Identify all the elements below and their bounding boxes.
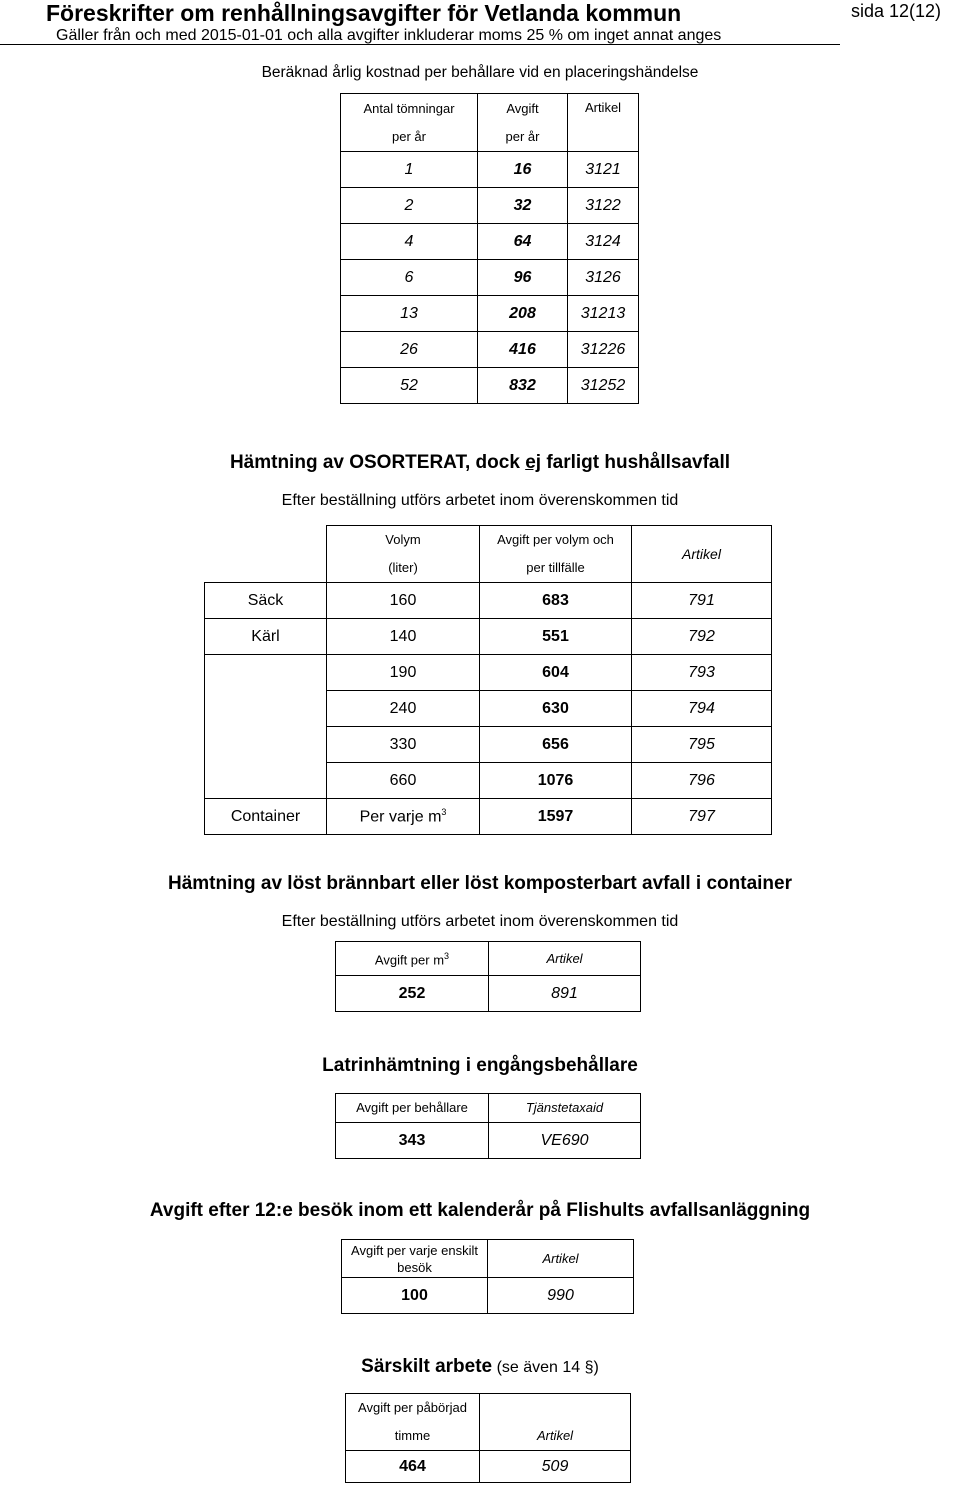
section4-heading: Latrinhämtning i engångsbehållare: [322, 1055, 638, 1076]
table-cell: 208: [478, 296, 568, 332]
table-cell: 891: [489, 976, 641, 1012]
table-cell: 832: [478, 368, 568, 404]
table-cell: 793: [632, 655, 772, 691]
table-row: [205, 799, 772, 835]
table-row: [342, 1278, 634, 1314]
table-row: [341, 368, 639, 404]
table-row: [205, 619, 772, 655]
table-cell: 96: [478, 260, 568, 296]
table-cell: 252: [336, 976, 489, 1012]
table-cell: 343: [336, 1123, 489, 1159]
table-cell: 64: [478, 224, 568, 260]
table-cell: 3122: [568, 188, 639, 224]
table-cell: 792: [632, 619, 772, 655]
table-cell: 797: [632, 799, 772, 835]
table-cell: 26: [341, 332, 478, 368]
table-cell: 794: [632, 691, 772, 727]
table-cell: 240: [327, 691, 480, 727]
header-cell-article: Artikel: [568, 94, 639, 152]
table-cell: 190: [327, 655, 480, 691]
table-cell: Säck: [205, 583, 327, 619]
table-cell: 13: [341, 296, 478, 332]
section1-heading: Beräknad årlig kostnad per behållare vid en placeringshändelse: [261, 64, 699, 81]
unsorted-waste-table: [204, 525, 772, 835]
table-cell: 796: [632, 763, 772, 799]
table-row: [205, 655, 772, 691]
section3-note: Efter beställning utförs arbetet inom överenskommen tid: [281, 913, 679, 930]
table-row: [205, 691, 772, 727]
table-header-row: [336, 1094, 641, 1123]
table-cell: 31252: [568, 368, 639, 404]
table-row: [346, 1451, 631, 1483]
header-divider: [0, 44, 840, 45]
header-cell-count: Antal tömningar per år: [341, 94, 478, 152]
table-cell: 630: [480, 691, 632, 727]
document-subtitle: Gäller från och med 2015-01-01 och alla avgifter inkluderar moms 25 % om inget annat anges: [56, 27, 722, 44]
table-cell: 3126: [568, 260, 639, 296]
container-volume-cell: Per varje $m^3$: [327, 799, 480, 835]
table-cell: 791: [632, 583, 772, 619]
table-cell: [205, 655, 327, 691]
section6-heading: Särskilt arbete (se även 14 §): [361, 1356, 599, 1377]
table-row: [205, 727, 772, 763]
header-cell-blank: [205, 526, 327, 583]
table-header-row: [346, 1394, 631, 1451]
table-cell: Kärl: [205, 619, 327, 655]
visit-fee-table: [341, 1239, 634, 1314]
table-header-row: [341, 94, 639, 152]
table-cell: 683: [480, 583, 632, 619]
table-row: [336, 1123, 641, 1159]
page-number: sida 12(12): [851, 1, 942, 21]
table-cell: Container: [205, 799, 327, 835]
table-cell: 3121: [568, 152, 639, 188]
table-cell: 100: [342, 1278, 488, 1314]
table-cell: 1: [341, 152, 478, 188]
table-cell: 551: [480, 619, 632, 655]
header-cell-article: Artikel: [632, 526, 772, 583]
table-cell: 31226: [568, 332, 639, 368]
header-cell-article: Artikel: [489, 942, 641, 976]
table-cell: [205, 691, 327, 727]
special-work-table: [345, 1393, 631, 1483]
header-cell-volume: Volym (liter): [327, 526, 480, 583]
table-header-row: [342, 1240, 634, 1278]
header-cell-fee: Avgift per år: [478, 94, 568, 152]
header-cell-fee: Avgift per $m^3$: [336, 942, 489, 976]
section2-note: Efter beställning utförs arbetet inom överenskommen tid: [281, 492, 679, 509]
table-cell: 416: [478, 332, 568, 368]
header-cell-fee: Avgift per varje enskilt besök: [342, 1240, 488, 1278]
header-cell-fee: Avgift per behållare: [336, 1094, 489, 1123]
document-title: Föreskrifter om renhållningsavgifter för Vetlanda kommun: [46, 0, 682, 26]
latrine-table: [335, 1093, 641, 1159]
table-cell: [205, 763, 327, 799]
table-row: [205, 763, 772, 799]
table-cell: 464: [346, 1451, 480, 1483]
table-row: [341, 188, 639, 224]
table-cell: 16: [478, 152, 568, 188]
table-header-row: [205, 526, 772, 583]
table-cell: 660: [327, 763, 480, 799]
header-cell-article: Artikel: [488, 1240, 634, 1278]
table-row: [205, 583, 772, 619]
table-cell: 990: [488, 1278, 634, 1314]
table-cell: 52: [341, 368, 478, 404]
table-cell: 604: [480, 655, 632, 691]
table-cell: 6: [341, 260, 478, 296]
section5-heading: Avgift efter 12:e besök inom ett kalenderår på Flishults avfallsanläggning: [149, 1200, 811, 1221]
table-cell: VE690: [489, 1123, 641, 1159]
table-cell: 2: [341, 188, 478, 224]
table-cell: 1597: [480, 799, 632, 835]
table-cell: 509: [480, 1451, 631, 1483]
table-row: [336, 976, 641, 1012]
table-cell: [205, 727, 327, 763]
table-cell: 160: [327, 583, 480, 619]
annual-cost-table: [340, 93, 639, 404]
table-row: [341, 296, 639, 332]
table-cell: 3124: [568, 224, 639, 260]
table-cell: 330: [327, 727, 480, 763]
header-cell-id: Tjänstetaxaid: [489, 1094, 641, 1123]
section2-heading: Hämtning av OSORTERAT, dock ej farligt hushållsavfall: [229, 452, 731, 473]
header-cell-fee: Avgift per påbörjad timme: [346, 1394, 480, 1451]
table-cell: 795: [632, 727, 772, 763]
table-cell: 31213: [568, 296, 639, 332]
header-cell-fee: Avgift per volym och per tillfälle: [480, 526, 632, 583]
table-row: [341, 152, 639, 188]
table-row: [341, 260, 639, 296]
table-cell: 656: [480, 727, 632, 763]
section3-heading: Hämtning av löst brännbart eller löst komposterbart avfall i container: [168, 873, 792, 894]
table-header-row: [336, 942, 641, 976]
table-cell: 140: [327, 619, 480, 655]
table-row: [341, 332, 639, 368]
loose-waste-table: [335, 941, 641, 1012]
table-row: [341, 224, 639, 260]
table-cell: 1076: [480, 763, 632, 799]
table-cell: 4: [341, 224, 478, 260]
table-cell: 32: [478, 188, 568, 224]
header-cell-article: Artikel: [480, 1394, 631, 1451]
